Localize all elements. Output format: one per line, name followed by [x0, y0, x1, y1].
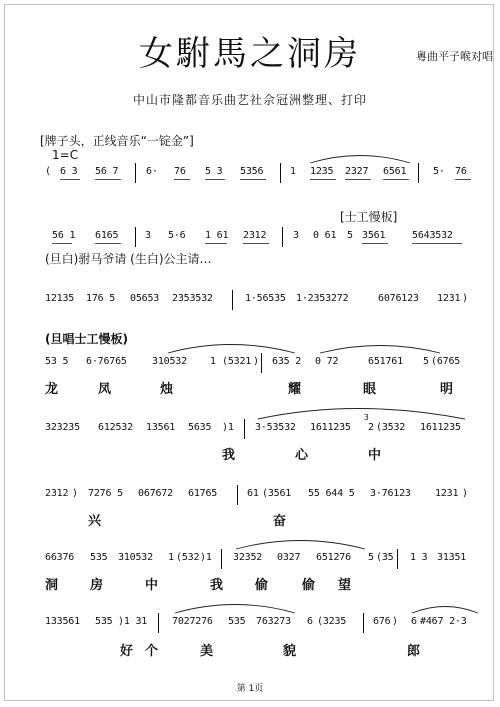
note-group: 1235 [310, 166, 334, 177]
genre-label: 粵曲平子喉对唱 [416, 50, 493, 63]
note-group: 5635 [188, 422, 212, 433]
note-group: 535 [95, 616, 113, 627]
note-group: ) [253, 356, 259, 367]
note-group: 6·76765 [86, 356, 127, 367]
note-group: (5321 [222, 356, 252, 367]
lyric-char: 偷 [302, 578, 316, 593]
bar-line [244, 419, 245, 439]
page-number: 第 1页 [236, 684, 264, 694]
bar-line [261, 353, 262, 373]
note-group: 12135 [45, 293, 75, 304]
bar-line [280, 163, 281, 183]
note-group: (532 [176, 552, 200, 563]
note-group: (6765 [431, 356, 461, 367]
bar-line [158, 613, 159, 633]
note-group: 1611235 [420, 422, 461, 433]
note-group: 535 [228, 616, 246, 627]
note-group: 3 [145, 230, 151, 241]
lyric-char: 中 [145, 578, 159, 593]
note-group: 5 3 [205, 166, 223, 177]
note-group: )1 [200, 552, 212, 563]
lyric-char: 洞 [45, 578, 59, 593]
note-group: 2312 [45, 488, 69, 499]
note-group: 1231 [435, 488, 459, 499]
lyric-char: 好 [120, 644, 134, 659]
note-group: )1 31 [118, 616, 148, 627]
note-group: 310532 [152, 356, 187, 367]
note-group: ) [462, 488, 468, 499]
lyric-char: 中 [368, 448, 382, 463]
bar-line [232, 290, 233, 310]
bar-line [221, 549, 222, 569]
mode-label: [士工慢板] [340, 210, 398, 224]
note-group: 1 [168, 552, 174, 563]
key-signature: 1=C [52, 148, 79, 162]
lyric-char: 耀 [288, 382, 302, 397]
note-group: 5356 [240, 166, 264, 177]
organization-line: 中山市隆都音乐曲艺社佘冠洲整理、打印 [132, 93, 367, 107]
note-group: 651276 [316, 552, 351, 563]
note-group: 61 [247, 488, 259, 499]
note-group: 1·2353272 [296, 293, 349, 304]
note-group: 2312 [243, 230, 267, 241]
note-group: 3561 [362, 230, 386, 241]
note-group: 176 5 [86, 293, 116, 304]
lyric-char: 房 [90, 578, 104, 593]
note-group: 6· [146, 166, 158, 177]
lyric-char: 偷 [255, 578, 269, 593]
note-group: ) [72, 488, 78, 499]
note-group: 763273 [256, 616, 291, 627]
note-group: 1611235 [310, 422, 351, 433]
note-group: (3235 [317, 616, 347, 627]
note-group: 3 [293, 230, 299, 241]
note-group: 5 [368, 552, 374, 563]
note-group: 310532 [118, 552, 153, 563]
vocal-label: (旦唱士工慢板) [45, 332, 128, 346]
note-group: 55 644 5 [308, 488, 355, 499]
note-group: 32352 [233, 552, 263, 563]
bar-line [418, 163, 419, 183]
bar-line [397, 549, 398, 569]
note-group: 0 61 [313, 230, 337, 241]
note-group: 2 [368, 422, 374, 433]
note-group: 13561 [146, 422, 176, 433]
lyric-char: 龙 [45, 382, 59, 397]
note-group: 5 [347, 230, 353, 241]
bar-line [135, 163, 136, 183]
note-group: 3·76123 [370, 488, 411, 499]
note-group: 6 [411, 616, 417, 627]
lyric-char: 貌 [283, 644, 297, 659]
lyric-char: 个 [145, 644, 159, 659]
note-group: 635 2 [272, 356, 302, 367]
grace-note: 3 [364, 413, 369, 422]
lyric-char: 我 [210, 578, 224, 593]
note-group: 5643532 [412, 230, 453, 241]
bar-line [237, 485, 238, 505]
note-group: )1 [222, 422, 234, 433]
note-group: 1231 [437, 293, 461, 304]
page-title: 女駙馬之洞房 [139, 34, 361, 74]
bar-line [363, 613, 364, 633]
note-group: 6561 [383, 166, 407, 177]
bar-line [282, 227, 283, 247]
note-group: 53 5 [45, 356, 69, 367]
note-group: 1 61 [205, 230, 229, 241]
note-group: 6 3 [60, 166, 78, 177]
note-group: 7027276 [172, 616, 213, 627]
note-group: 0327 [277, 552, 301, 563]
note-group: 6165 [95, 230, 119, 241]
lyric-char: 奋 [273, 514, 287, 529]
tune-label: [牌子头，正线音乐“一锭金”] [40, 134, 194, 148]
lyric-char: 兴 [88, 514, 102, 529]
note-group: 76 [174, 166, 186, 177]
note-group: 2327 [345, 166, 369, 177]
note-group: 1 [290, 166, 296, 177]
note-group: 676 [373, 616, 391, 627]
page-frame [4, 4, 494, 701]
note-group: 76 [455, 166, 467, 177]
note-group: 1·56535 [245, 293, 286, 304]
note-group: 3·53532 [255, 422, 296, 433]
lyric-char: 烛 [160, 382, 174, 397]
bar-line [135, 227, 136, 247]
note-group: 2353532 [172, 293, 213, 304]
note-group: 133561 [45, 616, 80, 627]
lyric-char: 凤 [98, 382, 112, 397]
dialogue-line: (旦白)驸马爷请 (生白)公主请… [45, 252, 212, 266]
note-group: 323235 [45, 422, 80, 433]
note-group: 6 [307, 616, 313, 627]
note-group: 6076123 [378, 293, 419, 304]
note-group: 1 [210, 356, 216, 367]
lyric-char: 我 [222, 448, 236, 463]
note-group: 61765 [188, 488, 218, 499]
note-group: 56 7 [95, 166, 119, 177]
note-group: (35 [376, 552, 394, 563]
lyric-char: 心 [295, 448, 309, 463]
note-group: 612532 [98, 422, 133, 433]
note-group: 535 [90, 552, 108, 563]
note-group: ) [462, 293, 468, 304]
lyric-char: 眼 [363, 382, 377, 397]
note-group: #467 2·3 [420, 616, 467, 627]
note-group: 66376 [45, 552, 75, 563]
note-group: 5· [433, 166, 445, 177]
note-group: 05653 [130, 293, 160, 304]
note-group: (3532 [376, 422, 406, 433]
note-group: 5·6 [168, 230, 186, 241]
lyric-char: 郎 [407, 644, 421, 659]
note-group: 56 1 [52, 230, 76, 241]
note-group: 651761 [368, 356, 403, 367]
note-group: 31351 [437, 552, 467, 563]
lyric-char: 望 [338, 578, 352, 593]
note-group: ) [392, 616, 398, 627]
lyric-char: 明 [440, 382, 454, 397]
note-group: (3561 [262, 488, 292, 499]
note-group: 7276 5 [88, 488, 123, 499]
note-group: ( [45, 166, 51, 177]
note-group: 067672 [138, 488, 173, 499]
note-group: 5 [423, 356, 429, 367]
note-group: 0 72 [315, 356, 339, 367]
lyric-char: 美 [200, 644, 214, 659]
note-group: 1 3 [410, 552, 428, 563]
